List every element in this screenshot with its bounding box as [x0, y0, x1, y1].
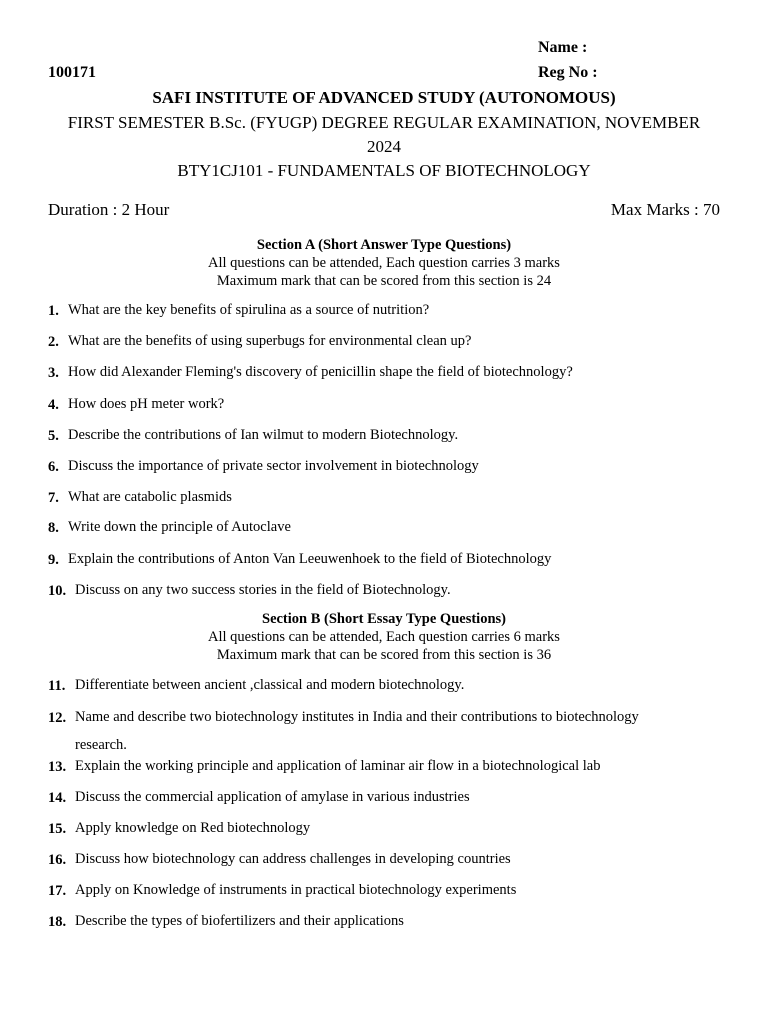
question-number: 16. — [48, 852, 67, 868]
max-marks: Max Marks : 70 — [610, 200, 720, 219]
question-number: 15. — [48, 821, 67, 837]
section-a-title: Section A (Short Answer Type Questions) — [256, 237, 512, 253]
section-a-max-mark: Maximum mark that can be scored from this section is 24 — [216, 273, 552, 289]
question-number: 3. — [48, 365, 59, 381]
institute-name: SAFI INSTITUTE OF ADVANCED STUDY (AUTONOMOUS) — [152, 88, 616, 107]
section-b-max-mark: Maximum mark that can be scored from this section is 36 — [216, 647, 552, 663]
question-number: 12. — [48, 710, 67, 726]
question-text: What are the key benefits of spirulina as a source of nutrition? — [68, 302, 430, 318]
question-paper-code: 100171 — [48, 64, 96, 81]
question-number: 14. — [48, 790, 67, 806]
question-text: What are the benefits of using superbugs for environmental clean up? — [68, 333, 472, 349]
course-title: BTY1CJ101 - FUNDAMENTALS OF BIOTECHNOLOGY — [177, 161, 591, 180]
question-number: 8. — [48, 520, 59, 536]
name-label: Name : — [538, 39, 588, 56]
question-text: How did Alexander Fleming's discovery of penicillin shape the field of biotechnology? — [68, 364, 573, 380]
question-number: 1. — [48, 303, 59, 319]
question-text: Write down the principle of Autoclave — [68, 519, 291, 535]
question-text: How does pH meter work? — [68, 396, 225, 412]
reg-no-label: Reg No : — [538, 64, 598, 81]
duration: Duration : 2 Hour — [48, 200, 170, 219]
question-text: Explain the contributions of Anton Van Leeuwenhoek to the field of Biotechnology — [68, 551, 552, 567]
question-number: 17. — [48, 883, 67, 899]
exam-title-line1: FIRST SEMESTER B.Sc. (FYUGP) DEGREE REGULAR EXAMINATION, NOVEMBER — [67, 113, 701, 132]
question-number: 6. — [48, 459, 59, 475]
question-number: 10. — [48, 583, 67, 599]
question-text: Discuss how biotechnology can address challenges in developing countries — [75, 851, 511, 867]
question-number: 18. — [48, 914, 67, 930]
question-number: 2. — [48, 334, 59, 350]
question-number: 13. — [48, 759, 67, 775]
question-text: Describe the contributions of Ian wilmut to modern Biotechnology. — [68, 427, 459, 443]
question-text: Name and describe two biotechnology institutes in India and their contributions to biotechnology research. — [75, 709, 639, 753]
question-text: Discuss the commercial application of amylase in various industries — [75, 789, 470, 805]
question-number: 5. — [48, 428, 59, 444]
question-number: 11. — [48, 678, 66, 694]
question-number: 7. — [48, 490, 59, 506]
question-text: Explain the working principle and application of laminar air flow in a biotechnological lab — [75, 758, 601, 774]
question-number: 9. — [48, 552, 59, 568]
question-text: Apply knowledge on Red biotechnology — [75, 820, 311, 836]
question-text: What are catabolic plasmids — [68, 489, 232, 505]
question-text: Discuss the importance of private sector involvement in biotechnology — [68, 458, 479, 474]
question-text: Differentiate between ancient ,classical and modern biotechnology. — [75, 677, 465, 693]
section-a-instruction: All questions can be attended, Each question carries 3 marks — [208, 255, 560, 271]
question-text: Discuss on any two success stories in the field of Biotechnology. — [75, 582, 451, 598]
question-text: Describe the types of biofertilizers and their applications — [75, 913, 404, 929]
question-text: Apply on Knowledge of instruments in practical biotechnology experiments — [75, 882, 517, 898]
exam-title-line2: 2024 — [367, 137, 401, 156]
question-number: 4. — [48, 397, 59, 413]
section-b-instruction: All questions can be attended, Each question carries 6 marks — [208, 629, 560, 645]
section-b-title: Section B (Short Essay Type Questions) — [262, 611, 506, 627]
